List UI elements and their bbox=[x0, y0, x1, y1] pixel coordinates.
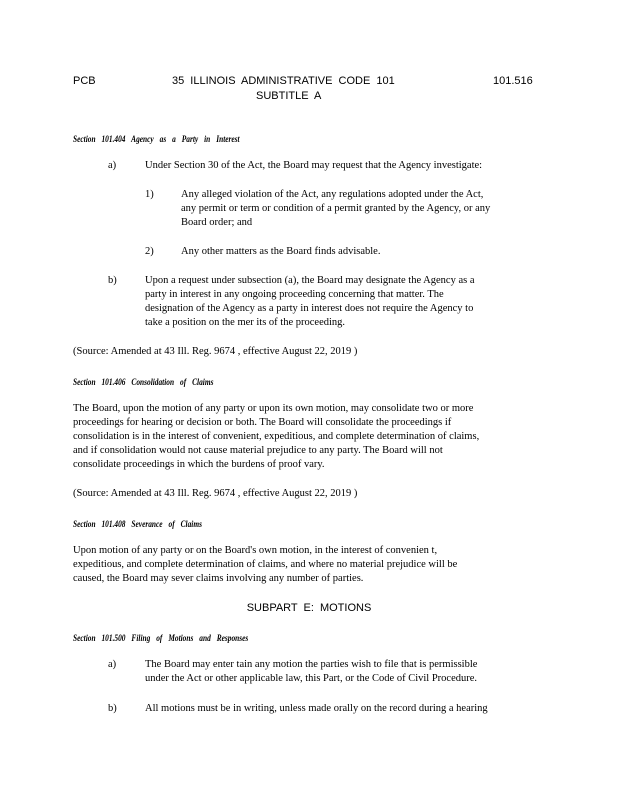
item-line: Board order; and bbox=[181, 217, 253, 228]
header-title-line1: 35 ILLINOIS ADMINISTRATIVE CODE 101 bbox=[172, 75, 395, 87]
section-heading: Section 101.408 Severance of Claims bbox=[73, 519, 202, 529]
item-line: All motions must be in writing, unless made orally on the record during a hearing bbox=[145, 703, 488, 714]
paragraph-line: proceedings for hearing or decision or both. The Board will consolidate the proceedings if bbox=[73, 417, 452, 428]
paragraph-line: expeditious, and complete determination of claims, and where no material prejudice will be bbox=[73, 559, 458, 570]
item-line: designation of the Agency as a party in interest does not require the Agency to bbox=[145, 303, 474, 314]
header-title-line2: SUBTITLE A bbox=[256, 90, 322, 102]
item-label: a) bbox=[108, 659, 117, 670]
source-note: (Source: Amended at 43 Ill. Reg. 9674 , effective August 22, 2019 ) bbox=[73, 488, 358, 499]
subpart-heading: SUBPART E: MOTIONS bbox=[246, 602, 372, 614]
item-line: Upon a request under subsection (a), the Board may designate the Agency as a bbox=[145, 275, 475, 286]
paragraph-line: and if consolidation would not cause material prejudice to any party. The Board will not bbox=[73, 445, 443, 456]
item-line: Under Section 30 of the Act, the Board may request that the Agency investigate: bbox=[145, 160, 483, 171]
item-label: b) bbox=[108, 703, 117, 714]
paragraph-line: Upon motion of any party or on the Board's own motion, in the interest of convenien t, bbox=[73, 545, 438, 556]
header-left: PCB bbox=[73, 75, 96, 87]
paragraph-line: The Board, upon the motion of any party or upon its own motion, may consolidate two or more bbox=[73, 403, 474, 414]
item-label: 2) bbox=[145, 246, 154, 257]
source-note: (Source: Amended at 43 Ill. Reg. 9674 , effective August 22, 2019 ) bbox=[73, 346, 358, 357]
paragraph-line: consolidation is in the interest of convenient, expeditious, and complete determination of claims, bbox=[73, 431, 480, 442]
item-line: take a position on the mer its of the proceeding. bbox=[145, 317, 346, 328]
header-right: 101.516 bbox=[493, 75, 533, 87]
item-line: Any other matters as the Board finds advisable. bbox=[181, 246, 381, 257]
paragraph-line: consolidate proceedings in which the burdens of proof vary. bbox=[73, 459, 325, 470]
paragraph-line: caused, the Board may sever claims involving any number of parties. bbox=[73, 573, 364, 584]
section-heading: Section 101.406 Consolidation of Claims bbox=[73, 377, 214, 387]
item-label: a) bbox=[108, 160, 117, 171]
item-label: 1) bbox=[145, 189, 154, 200]
item-line: party in interest in any ongoing proceeding concerning that matter. The bbox=[145, 289, 444, 300]
section-heading: Section 101.404 Agency as a Party in Interest bbox=[73, 134, 240, 144]
section-heading: Section 101.500 Filing of Motions and Responses bbox=[73, 633, 249, 643]
item-line: under the Act or other applicable law, this Part, or the Code of Civil Procedure. bbox=[145, 673, 478, 684]
item-line: any permit or term or condition of a permit granted by the Agency, or any bbox=[181, 203, 491, 214]
item-line: Any alleged violation of the Act, any regulations adopted under the Act, bbox=[181, 189, 484, 200]
item-line: The Board may enter tain any motion the parties wish to file that is permissible bbox=[145, 659, 478, 670]
item-label: b) bbox=[108, 275, 117, 286]
